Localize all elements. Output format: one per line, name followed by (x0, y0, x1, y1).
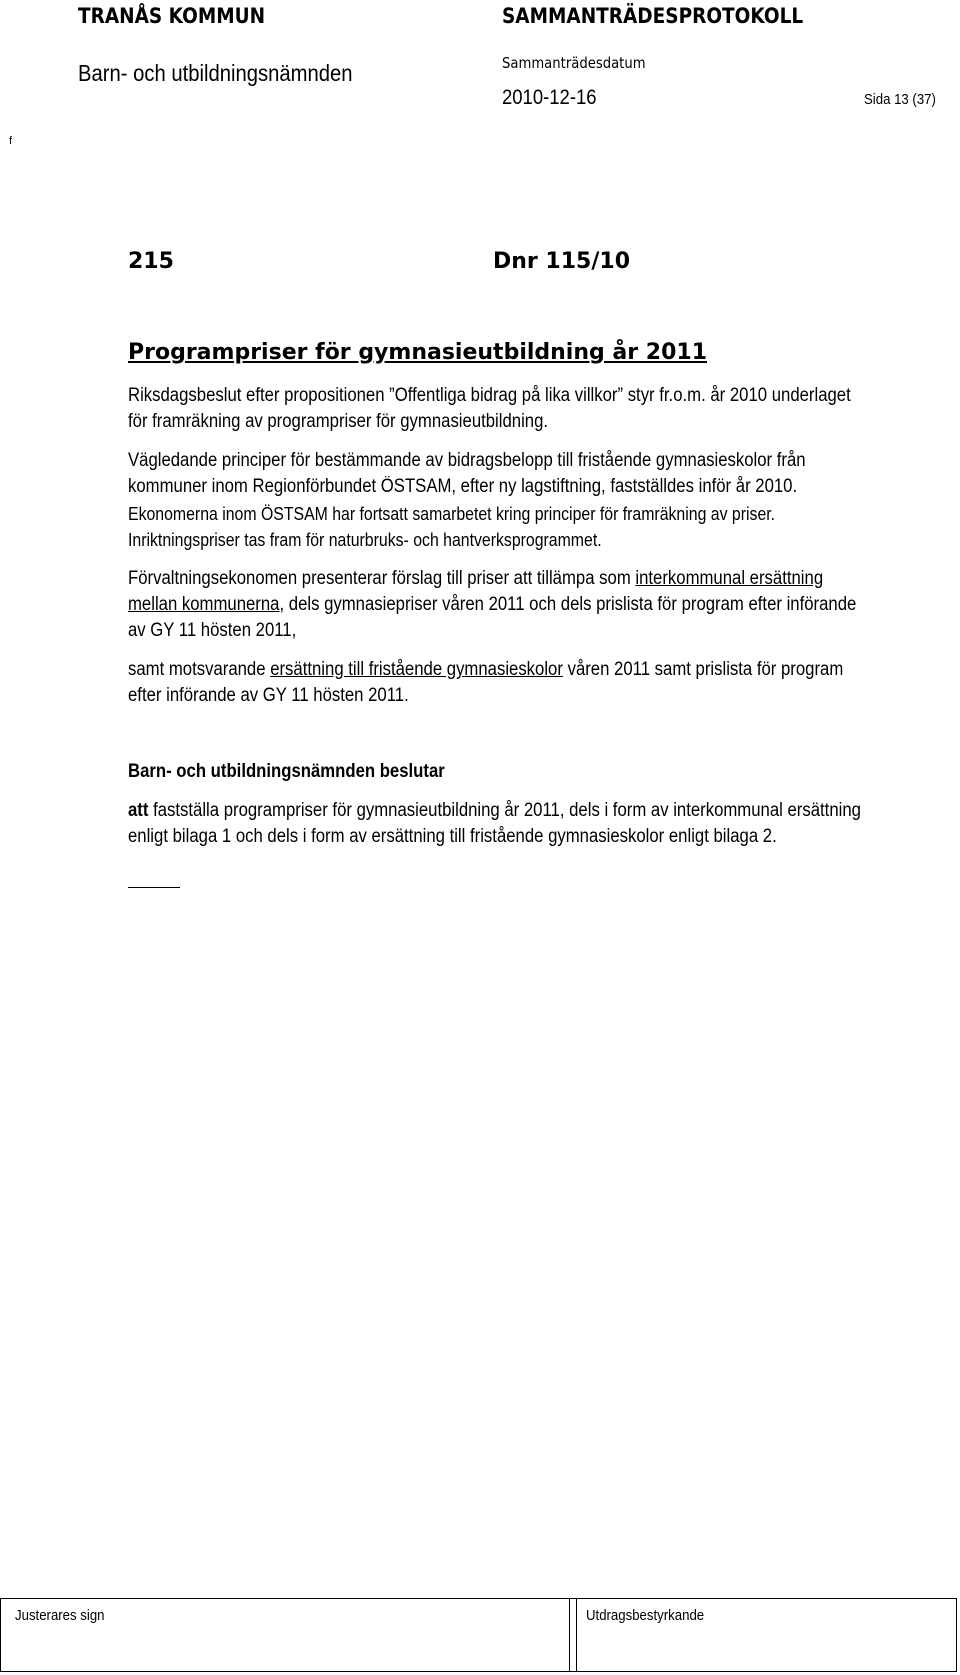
body-line: mellan kommunerna, dels gymnasiepriser våren 2011 och dels prislista för program efter införande (128, 594, 857, 615)
body-line: Vägledande principer för bestämmande av bidragsbelopp till fristående gymnasieskolor från (128, 450, 806, 471)
body-line: efter införande av GY 11 hösten 2011. (128, 685, 409, 706)
body-line: Riksdagsbeslut efter propositionen ”Offentliga bidrag på lika villkor” styr fr.o.m. år 2010 underlaget (128, 385, 851, 406)
box-divider (576, 1599, 577, 1671)
stray-mark: f (9, 135, 13, 147)
body-line: samt motsvarande ersättning till fristående gymnasieskolor våren 2011 samt prislista för program (128, 659, 844, 680)
page-number: Sida 13 (37) (864, 91, 936, 108)
meeting-date: 2010-12-16 (502, 86, 597, 109)
certification-label: Utdragsbestyrkande (586, 1607, 705, 1624)
box-divider (569, 1599, 570, 1671)
signature-box (0, 1598, 957, 1672)
municipality-name: TRANÅS KOMMUN (78, 4, 266, 28)
adjuster-signature-label: Justerares sign (15, 1607, 105, 1624)
underlined-term: interkommunal ersättning (635, 568, 824, 589)
date-label: Sammanträdesdatum (502, 54, 646, 72)
document-type: SAMMANTRÄDESPROTOKOLL (502, 4, 804, 28)
decision-line: att fastställa programpriser för gymnasieutbildning år 2011, dels i form av interkommunal ersättning (128, 800, 861, 821)
body-line: Ekonomerna inom ÖSTSAM har fortsatt samarbetet kring principer för framräkning av priser. (128, 504, 776, 524)
body-line: av GY 11 hösten 2011, (128, 620, 297, 641)
body-line: för framräkning av programpriser för gymnasieutbildning. (128, 411, 549, 432)
body-line: kommuner inom Regionförbundet ÖSTSAM, efter ny lagstiftning, fastställdes inför år 2010. (128, 476, 798, 497)
committee-name: Barn- och utbildningsnämnden (78, 60, 353, 86)
underlined-term: mellan kommunerna, (128, 594, 285, 615)
section-title: Programpriser för gymnasieutbildning år 2011 (128, 340, 708, 365)
body-line: Förvaltningsekonomen presenterar förslag till priser att tillämpa som interkommunal ersättning (128, 568, 824, 589)
diary-number: Dnr 115/10 (493, 249, 631, 274)
paragraph-number: 215 (128, 249, 174, 274)
decision-heading: Barn- och utbildningsnämnden beslutar (128, 761, 445, 782)
separator-line (128, 887, 180, 888)
body-line: Inriktningspriser tas fram för naturbruks- och hantverksprogrammet. (128, 530, 602, 550)
decision-line: enligt bilaga 1 och dels i form av ersättning till fristående gymnasieskolor enligt bilaga 2. (128, 826, 777, 847)
underlined-term: ersättning till fristående gymnasieskolor (270, 659, 563, 680)
